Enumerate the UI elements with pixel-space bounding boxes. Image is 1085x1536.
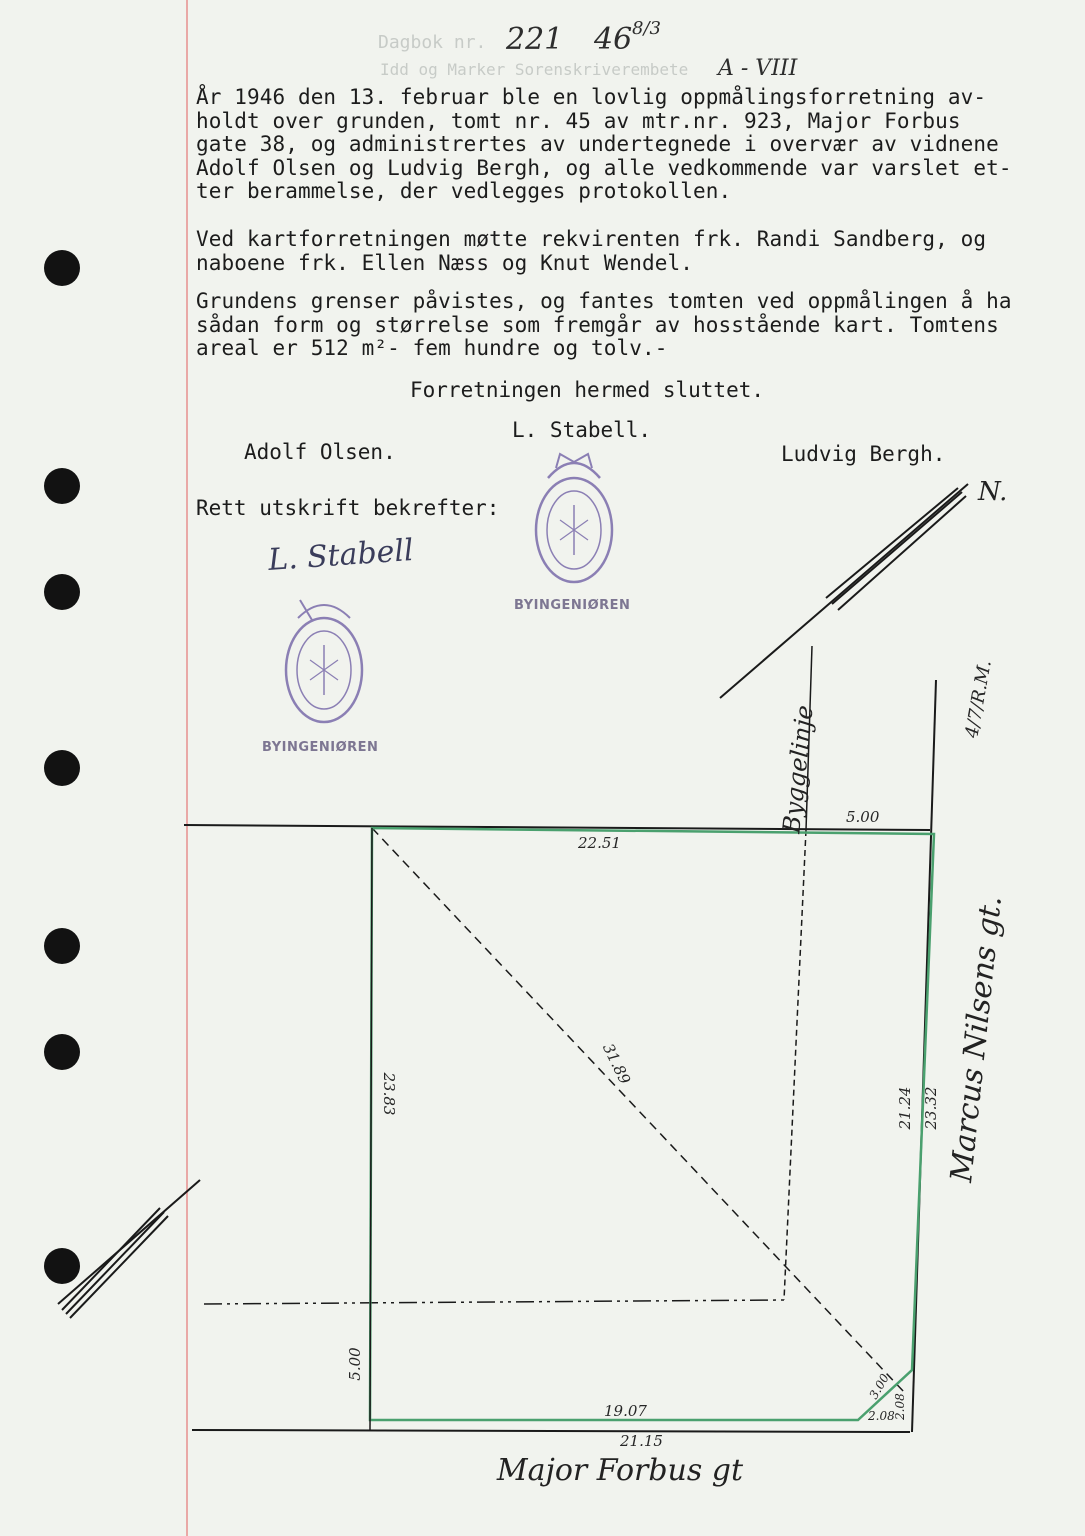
stamp-label: BYINGENIØREN bbox=[262, 740, 379, 755]
diagonal-line bbox=[372, 828, 904, 1392]
closing-text: Forretningen hermed sluttet. bbox=[410, 378, 765, 402]
journal-date: 46 bbox=[594, 22, 633, 57]
measure-bottom-inner: 19.07 bbox=[604, 1402, 647, 1420]
measure-corner-diag: 3.00 bbox=[866, 1371, 892, 1402]
plot-left-edge bbox=[370, 828, 372, 1430]
street-label-right: Marcus Nilsens gt. bbox=[944, 894, 1009, 1184]
measure-corner-b: 2.08 bbox=[893, 1393, 907, 1420]
measure-left-lower: 5.00 bbox=[346, 1347, 364, 1381]
north-arrow bbox=[720, 484, 968, 698]
measure-left: 23.83 bbox=[380, 1072, 398, 1116]
journal-date-sup: 8/3 bbox=[632, 18, 661, 39]
court-office-line: Idd og Marker Sorenskriverembete bbox=[380, 60, 689, 79]
paragraph-3-line: Grundens grenser påvistes, og fantes tomten ved oppmålingen å ha bbox=[196, 289, 1012, 313]
street-boundaries bbox=[184, 680, 936, 1432]
measure-top: 22.51 bbox=[578, 834, 621, 852]
building-line-label: Byggelinje bbox=[777, 703, 819, 835]
measure-right-inner: 21.24 bbox=[896, 1086, 914, 1130]
journal-number: 221 bbox=[506, 22, 564, 57]
signature-stabell: L. Stabell. bbox=[512, 418, 652, 442]
paragraph-1-line: Adolf Olsen og Ludvig Bergh, og alle vedkommende var varslet et- bbox=[196, 155, 1012, 180]
stamp-label: BYINGENIØREN bbox=[514, 598, 631, 613]
paragraph-2-line: Ved kartforretningen møtte rekvirenten frk. Randi Sandberg, og bbox=[196, 227, 987, 251]
measure-diagonal: 31.89 bbox=[598, 1040, 634, 1088]
measure-top-right: 5.00 bbox=[846, 808, 880, 826]
certification-text: Rett utskrift bekrefter: bbox=[196, 496, 500, 520]
journal-label: Dagbok nr. bbox=[378, 32, 487, 53]
signature-olsen: Adolf Olsen. bbox=[244, 440, 396, 464]
measure-right-outer: 23.32 bbox=[922, 1086, 940, 1130]
paragraph-1-line: ter berammelse, der vedlegges protokollen. bbox=[196, 179, 732, 203]
paragraph-2-line: naboene frk. Ellen Næss og Knut Wendel. bbox=[196, 250, 693, 275]
measure-corner-a: 2.08 bbox=[868, 1409, 895, 1423]
paragraph-3-line: sådan form og størrelse som fremgår av hosstående kart. Tomtens bbox=[196, 312, 999, 337]
paragraph-1-line: gate 38, og administrertes av undertegnede i overvær av vidnene bbox=[196, 132, 999, 156]
handwritten-signature: L. Stabell bbox=[266, 532, 415, 579]
paragraph-1-line: holdt over grunden, tomt nr. 45 av mtr.nr. 923, Major Forbus bbox=[196, 108, 961, 133]
official-stamp bbox=[286, 600, 362, 722]
paragraph-3-line: areal er 512 m²- fem hundre og tolv.- bbox=[196, 336, 668, 360]
street-label-bottom: Major Forbus gt bbox=[496, 1453, 744, 1488]
lower-left-arrow bbox=[58, 1180, 200, 1318]
official-stamp bbox=[536, 454, 612, 582]
signature-bergh: Ludvig Bergh. bbox=[781, 442, 946, 466]
initials-mark: 4/7/R.M. bbox=[961, 658, 996, 740]
north-label: N. bbox=[978, 477, 1008, 507]
measure-bottom-outer: 21.15 bbox=[620, 1432, 663, 1450]
building-line bbox=[204, 646, 812, 1304]
paragraph-1-line: År 1946 den 13. februar ble en lovlig oppmålingsforretning av- bbox=[196, 85, 987, 109]
reference-mark: A - VIII bbox=[718, 56, 798, 81]
